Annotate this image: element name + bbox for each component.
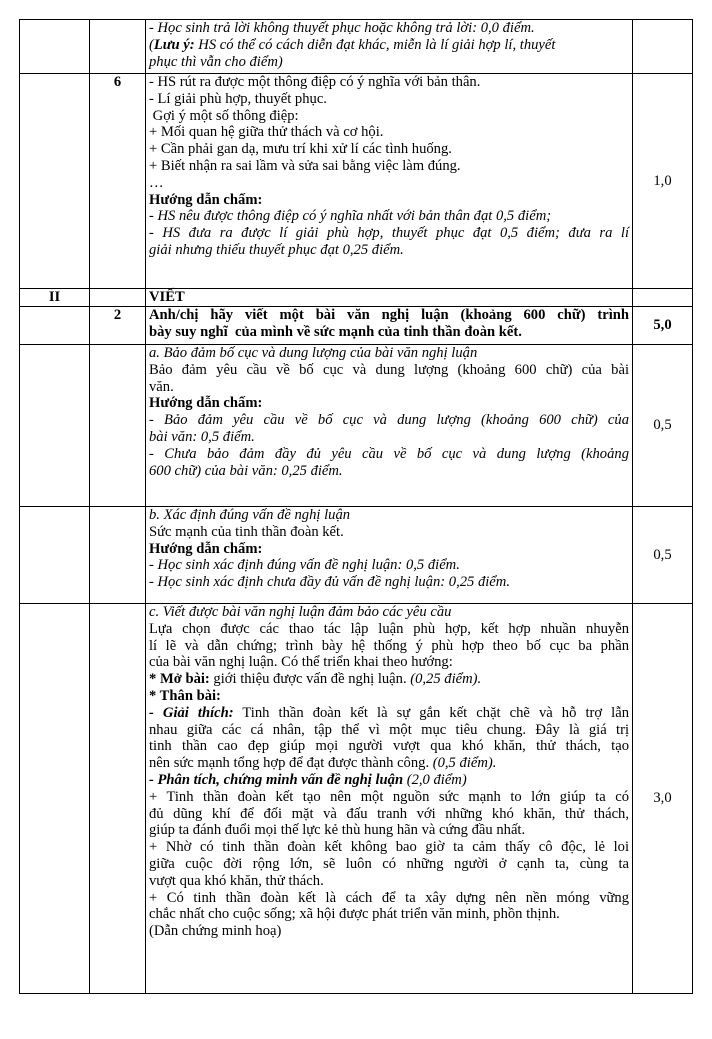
question-number: 6: [90, 74, 146, 289]
content-cell: [146, 20, 633, 74]
criterion-heading: c. Viết được bài văn nghị luận đảm bảo các yêu cầu: [149, 604, 452, 620]
content-line: văn.: [149, 378, 174, 395]
intro-score: (0,25 điểm).: [410, 671, 482, 688]
body-line: đủ dũng khí để đối mặt và đấu tranh với những khó khăn, thử thách,: [149, 805, 629, 822]
explain-line: nhau giữa các cá nhân, tập thể vì một mục tiêu chung. Đây là giá trị: [149, 721, 629, 738]
score-cell: [633, 289, 693, 307]
intro-line: [149, 671, 629, 688]
analysis-label: - Phân tích, chứng minh vấn đề nghị luận: [149, 771, 404, 788]
guide-title: Hướng dẫn chấm:: [149, 191, 263, 208]
prompt-line: bày suy nghĩ của mình về sức mạnh của tinh thần đoàn kết.: [149, 323, 522, 340]
content-cell: [146, 345, 633, 507]
content-line: - HS rút ra được một thông điệp có ý nghĩa với bản thân.: [149, 74, 481, 90]
guide-line: - Bảo đảm yêu cầu về bố cục và dung lượng (khoảng 600 chữ) của: [149, 412, 629, 429]
score-value: 5,0: [633, 307, 693, 345]
note-text: HS có thể có cách diễn đạt khác, miễn là lí giải hợp lí, thuyết: [194, 36, 556, 53]
explain-text: Tinh thần đoàn kết là sự gắn kết chặt chẽ và hỗ trợ lẫn: [233, 704, 629, 721]
question-cell: [90, 604, 146, 994]
table-row-question-6: [20, 74, 693, 289]
score-value: 0,5: [633, 507, 693, 604]
content-line: Lựa chọn được các thao tác lập luận phù hợp, kết hợp nhuần nhuyễn: [149, 620, 629, 637]
guide-line: bài văn: 0,5 điểm.: [149, 428, 255, 445]
content-line: Sức mạnh của tinh thần đoàn kết.: [149, 523, 344, 540]
guide-line: - Chưa bảo đảm đầy đủ yêu cầu về bố cục và dung lượng (khoảng: [149, 445, 629, 462]
part-cell: [20, 20, 90, 74]
table-row-criterion-b: [20, 507, 693, 604]
content-line: lí lẽ và dẫn chứng; trình bày hệ thống ý phù hợp theo bố cục ba phần: [149, 637, 629, 654]
content-cell: [146, 74, 633, 289]
content-line: + Cần phải gan dạ, mưu trí khi xử lí các tình huống.: [149, 141, 452, 158]
content-line: Bảo đảm yêu cầu về bố cục và dung lượng (khoảng 600 chữ) của bài: [149, 361, 629, 378]
intro-text: giới thiệu được vấn đề nghị luận.: [209, 671, 411, 688]
body-line: giúp ta đánh đuổi mọi thế lực kẻ thù hung hãn và cứng đầu nhất.: [149, 822, 526, 839]
explain-score: (0,5 điểm).: [432, 755, 497, 772]
intro-label: * Mở bài:: [149, 671, 210, 688]
guide-line: - Học sinh xác định chưa đầy đủ vấn đề nghị luận: 0,25 điểm.: [149, 574, 510, 591]
content-line: - Lí giải phù hợp, thuyết phục.: [149, 90, 327, 107]
guide-line: giải nhưng thiếu thuyết phục đạt 0,25 điểm.: [149, 241, 404, 258]
prompt-cell: [146, 307, 633, 345]
body-line: vượt qua khó khăn, thử thách.: [149, 872, 324, 889]
question-cell: [90, 345, 146, 507]
body-line: giữa cuộc đời rộng lớn, sẽ luôn có những người ở cạnh ta, cùng ta: [149, 855, 629, 872]
explain-label: - Giải thích:: [149, 704, 234, 721]
part-cell: [20, 604, 90, 994]
content-line: - Học sinh trả lời không thuyết phục hoặc không trả lời: 0,0 điểm.: [149, 20, 535, 36]
body-line: + Tinh thần đoàn kết tạo nên một nguồn sức mạnh to lớn giúp ta có: [149, 788, 629, 805]
part-number: II: [20, 289, 90, 307]
content-line: + Biết nhận ra sai lầm và sửa sai bằng việc làm đúng.: [149, 157, 461, 174]
criterion-heading: b. Xác định đúng vấn đề nghị luận: [149, 507, 351, 523]
question-cell: [90, 289, 146, 307]
analysis-heading: [149, 772, 629, 789]
part-cell: [20, 74, 90, 289]
body-line: + Nhờ có tinh thần đoàn kết không bao giờ ta cảm thấy cô độc, lẻ loi: [149, 839, 629, 856]
body-line: chắc nhất cho cuộc sống; xã hội được phát triển văn minh, phồn thịnh.: [149, 906, 560, 923]
part-cell: [20, 345, 90, 507]
table-row-criterion-a: [20, 345, 693, 507]
question-cell: [90, 20, 146, 74]
grading-table: [19, 19, 693, 994]
body-label: * Thân bài:: [149, 687, 221, 704]
score-cell: [633, 20, 693, 74]
table-row-continuation: [20, 20, 693, 74]
guide-title: Hướng dẫn chấm:: [149, 540, 263, 557]
table-row-section-ii: [20, 289, 693, 307]
score-value: 1,0: [633, 74, 693, 289]
content-line: + Mối quan hệ giữa thử thách và cơ hội.: [149, 124, 384, 141]
prompt-line: Anh/chị hãy viết một bài văn nghị luận (khoảng 600 chữ) trình: [149, 307, 629, 323]
body-line: (Dẫn chứng minh hoạ): [149, 923, 282, 940]
content-cell: [146, 507, 633, 604]
content-line: …: [149, 174, 164, 191]
body-line: + Có tinh thần đoàn kết là cách để ta xây dựng nên nền móng vững: [149, 889, 629, 906]
content-cell: [146, 604, 633, 994]
guide-title: Hướng dẫn chấm:: [149, 395, 263, 412]
table-row-criterion-c: [20, 604, 693, 994]
analysis-score: (2,0 điểm): [403, 771, 467, 788]
guide-line: - Học sinh xác định đúng vấn đề nghị luận: 0,5 điểm.: [149, 557, 460, 574]
note-label: Lưu ý:: [153, 36, 195, 53]
score-value: 3,0: [633, 604, 693, 994]
question-cell: [90, 507, 146, 604]
criterion-heading: a. Bảo đảm bố cục và dung lượng của bài văn nghị luận: [149, 345, 478, 361]
note-line: (Lưu ý: HS có thể có cách diễn đạt khác, miễn là lí giải hợp lí, thuyết: [149, 36, 556, 53]
content-line: của bài văn nghị luận. Có thể triển khai theo hướng:: [149, 654, 453, 671]
guide-line: - HS nêu được thông điệp có ý nghĩa nhất với bản thân đạt 0,5 điểm;: [149, 208, 552, 225]
table-row-question-2: [20, 307, 693, 345]
explain-line: tinh thần cao đẹp giúp mọi người vượt qua khó khăn, thử thách, tạo: [149, 738, 629, 755]
question-number: 2: [90, 307, 146, 345]
section-title: VIẾT: [146, 289, 633, 307]
guide-line: - HS đưa ra được lí giải phù hợp, thuyết phục đạt 0,5 điểm; đưa ra lí: [149, 225, 629, 242]
explain-line: [149, 705, 629, 722]
content-line: phục thì vẫn cho điểm): [149, 53, 283, 70]
part-cell: [20, 307, 90, 345]
content-line: Gợi ý một số thông điệp:: [149, 107, 299, 124]
guide-line: 600 chữ) của bài văn: 0,25 điểm.: [149, 462, 343, 479]
score-value: 0,5: [633, 345, 693, 507]
part-cell: [20, 507, 90, 604]
explain-line: [149, 755, 629, 772]
explain-text: nên sức mạnh tổng hợp để đạt được thành công.: [149, 755, 433, 772]
